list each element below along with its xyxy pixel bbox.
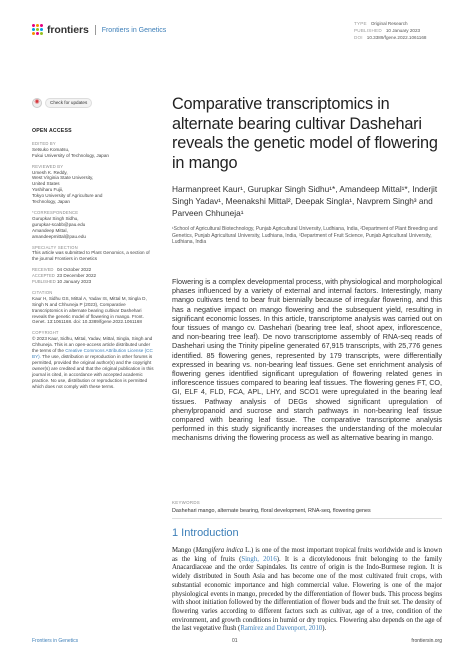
specialty-text: This article was submitted to Plant Genomics, a section of the journal Frontiers in Genetics — [32, 250, 150, 262]
introduction-heading: 1 Introduction — [172, 527, 239, 539]
abstract — [172, 277, 442, 443]
intro-text: ). It is a dicotyledonous fruit belonging to the family Anacardiaceae and the order Sapindales. Its centre of origin is the Indo-Burmese region. It is widely distributed in South Asia and has become one of the most cultivated fruit crops, with substantial economic importance and high commercial value. Flowering is one of the major physiological events in mango, preceded by the differentiation of flower buds. This process begins with shoot initiation followed by the differentiation of flower buds and the fruit set. The density of flowering varies according to different factors such as cultivar, age of a tree, condition of the environment, and growth conditions in humid or dry tropics. Flowering also depends on the age of the last vegetative flush ( — [172, 555, 442, 633]
correspondence-heading: *CORRESPONDENCE — [32, 209, 79, 215]
open-access-label: OPEN ACCESS — [32, 128, 72, 134]
dates-section — [32, 267, 154, 285]
edited-by-section — [32, 141, 154, 159]
edited-by-heading: EDITED BY — [32, 140, 56, 146]
date-key: PUBLISHED — [32, 279, 56, 285]
reviewed-by-section — [32, 164, 154, 205]
keywords-heading: KEYWORDS — [172, 500, 201, 505]
reviewed-by-text: Umesh K. Reddy, West Virginia State University, United States Yoshiharu Fujii, Tokyo University of Agriculture and Technology, Japan — [32, 169, 103, 205]
date-key: ACCEPTED — [32, 273, 55, 279]
citation-link[interactable]: Singh, 2016 — [241, 555, 277, 563]
article-title: Comparative transcriptomics in alternate bearing cultivar Dashehari reveals the genetic model of flowering in mango — [172, 95, 438, 172]
article-meta — [354, 20, 426, 41]
frontiers-logo[interactable] — [32, 24, 166, 36]
author-list[interactable]: Harmanpreet Kaur¹, Gurupkar Singh Sidhu¹*, Amandeep Mittal¹*, Inderjit Singh Yadav¹, Meenakshi Mittal², Deepak Singla¹, Navprem Singh³ and Parveen Chhuneja¹ — [172, 184, 438, 218]
intro-text: L.) is one of the most important tropical fruits worldwide and is known as the king of fruits ( — [172, 547, 442, 563]
date-row — [32, 279, 154, 285]
meta-value: 10 January 2023 — [385, 28, 421, 33]
journal-link[interactable]: Frontiers in Genetics — [101, 26, 167, 34]
check-updates-label: Check for updates — [45, 98, 92, 108]
citation-link[interactable]: Ramírez and Davenport, 2010 — [240, 625, 323, 633]
citation-heading: CITATION — [32, 289, 53, 295]
page-number: 01 — [232, 638, 238, 644]
copyright-text — [32, 336, 154, 389]
license-link[interactable]: Creative Commons Attribution License (CC BY). — [32, 348, 153, 359]
check-updates-icon: ◉ — [32, 98, 42, 108]
logo-text: frontiers — [47, 24, 89, 36]
correspondence-section — [32, 210, 154, 240]
intro-text: Mango ( — [172, 547, 196, 554]
footer-url-link[interactable]: frontiersin.org — [411, 638, 442, 644]
meta-value[interactable]: 10.3389/fgene.2022.1061168 — [366, 35, 427, 40]
copyright-pre: © 2023 Kaur, Sidhu, Mittal, Yadav, Mittal, Singla, Singh and Chhuneja. This is an open-access article distributed under the terms of the — [32, 336, 153, 354]
reviewed-by-heading: REVIEWED BY — [32, 163, 64, 169]
meta-key: TYPE — [354, 21, 367, 26]
copyright-post: The use, distribution or reproduction in other forums is permitted, provided the original author(s) and the copyright owner(s) are credited and that the original publication in this journal is cited, in accordance with accepted academic practice. No use, distribution or reproduction is permitted which does not comply with these terms. — [32, 354, 154, 389]
page-header — [32, 20, 442, 46]
meta-row — [354, 34, 426, 41]
citation-section — [32, 290, 154, 325]
date-value: 10 January 2023 — [57, 279, 92, 285]
species-name: Mangifera indica — [195, 547, 244, 554]
introduction-paragraph — [172, 547, 442, 634]
footer-journal-link[interactable]: Frontiers in Genetics — [32, 638, 79, 644]
meta-row — [354, 20, 426, 27]
edited-by-text: Setsuko Komatsu, Fukui University of Technology, Japan — [32, 146, 109, 158]
meta-key: DOI — [354, 35, 363, 40]
frontiers-logo-icon — [32, 24, 44, 36]
intro-text: ). — [322, 625, 327, 633]
affiliations: ¹School of Agricultural Biotechnology, Punjab Agricultural University, Ludhiana, India, ²Department of Plant Breeding and Genetics, Punjab Agricultural University, Ludhiana, India, ³Department of Fruit Science, Punjab Agricultural University, Ludhiana, India — [172, 226, 438, 246]
meta-value: Original Research — [370, 21, 408, 26]
check-for-updates-button[interactable] — [32, 98, 154, 108]
correspondence-text[interactable]: Gurupkar Singh Sidhu, gurupkar-scabb@pau.edu Amandeep Mittal, amandeepmittal@pau.edu — [32, 215, 86, 239]
left-sidebar — [32, 98, 154, 394]
specialty-section — [32, 245, 154, 263]
abstract-text: Flowering is a complex developmental process, with physiological and morphological phases influenced by a variety of external and internal factors. Interestingly, many mango cultivars tend to bear fruit biennially because of irregular flowering, and this has a negative impact on mango flowering and the subsequent yield, resulting in significant economic losses. In this article, transcriptome analysis was carried out on four tissues of mango cv. Dashehari (bearing tree leaf, shoot apex, inflorescence, and non-bearing tree leaf). De novo transcriptome assembly of RNA-seq reads of Dashehari using the Trinity pipeline generated 67,915 transcripts, with 25,776 genes identified. 85 flowering genes, represented by 179 transcripts, were differentially expressed in bearing vs. non-bearing leaf tissues. Gene set enrichment analysis of flowering genes identified significant upregulation of flowering related genes in inflorescence tissues compared to bearing leaf tissues. The flowering genes FT, CO, GI, ELF 4, FLD, FCA, APL, LHY, and SCO1 were upregulated in the bearing leaf tissues. Pathway analysis of DEGs showed significant upregulation of phenylpropanoid and sucrose and starch pathways in non-bearing leaf tissue compared with bearing leaf tissue. The comparative transcriptome analysis performed in this study significantly increases the understanding of the molecular mechanisms driving the flowering process as well as alternative bearing in mango. — [172, 277, 442, 443]
date-key: RECEIVED — [32, 267, 54, 273]
specialty-heading: SPECIALTY SECTION — [32, 244, 78, 250]
keywords-section — [172, 500, 442, 514]
copyright-section — [32, 330, 154, 389]
date-value: 23 December 2022 — [57, 273, 97, 279]
meta-row — [354, 27, 426, 34]
logo-divider — [95, 25, 96, 35]
date-value: 04 October 2022 — [57, 267, 92, 273]
meta-key: PUBLISHED — [354, 28, 382, 33]
keywords-text: Dashehari mango, alternate bearing, floral development, RNA-seq, flowering genes — [172, 508, 371, 514]
section-divider — [172, 518, 442, 519]
copyright-heading: COPYRIGHT — [32, 330, 59, 336]
article-header — [172, 95, 442, 246]
citation-text: Kaur H, Sidhu GS, Mittal A, Yadav IS, Mittal M, Singla D, Singh N and Chhuneja P (2023), Comparative transcriptomics in alternate bearing cultivar Dashehari reveals the genetic model of flowering in mango. Front. Genet. 13:1061168. doi: 10.3389/fgene.2022.1061168 — [32, 295, 147, 325]
